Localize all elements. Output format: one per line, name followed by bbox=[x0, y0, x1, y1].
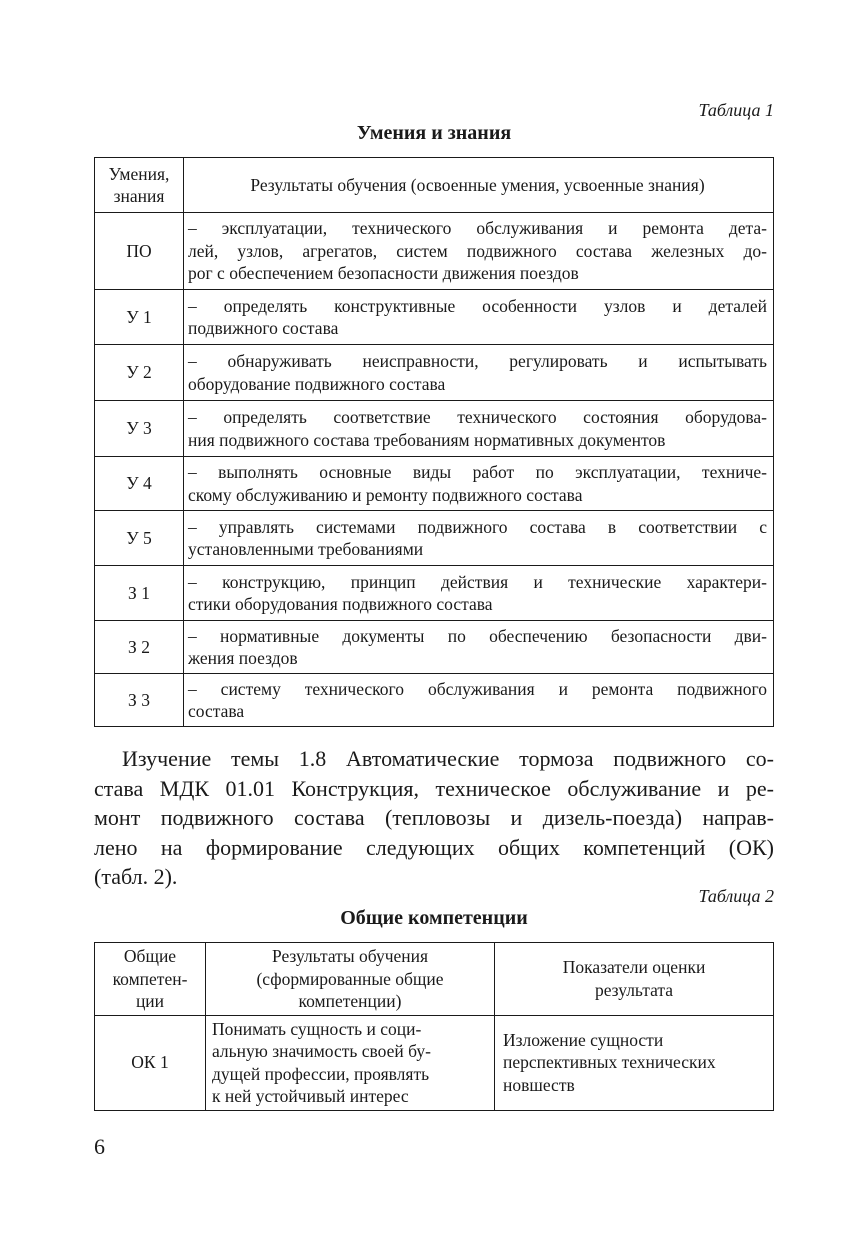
desc-line: лей, узлов, агрегатов, систем подвижного состава железных до- bbox=[188, 240, 767, 261]
desc-line: ния подвижного состава требованиям нормативных документов bbox=[188, 429, 666, 450]
desc-line: подвижного состава bbox=[188, 318, 339, 338]
page-number: 6 bbox=[94, 1134, 105, 1159]
result-line: к ней устойчивый интерес bbox=[212, 1086, 409, 1106]
result-line: дущей профессии, проявлять bbox=[212, 1063, 430, 1084]
row-description bbox=[184, 457, 774, 511]
table1-header-row bbox=[95, 158, 774, 213]
table-row bbox=[95, 345, 774, 401]
table1-caption: Таблица 1 bbox=[698, 100, 774, 120]
table-row bbox=[95, 213, 774, 290]
table1-title: Умения и знания bbox=[356, 122, 512, 144]
desc-line: установленными требованиями bbox=[188, 539, 424, 559]
row-description bbox=[184, 511, 774, 566]
desc-line: – определять соответствие технического состояния оборудова- bbox=[188, 407, 767, 427]
desc-line: рог с обеспечением безопасности движения поездов bbox=[188, 263, 579, 284]
row-code: У 1 bbox=[95, 290, 184, 345]
row-code: У 3 bbox=[95, 401, 184, 457]
header-line: знания bbox=[113, 186, 165, 206]
paragraph-line: лено на формирование следующих общих компетенций (ОК) bbox=[94, 834, 774, 860]
desc-line: – систему технического обслуживания и ремонта подвижного bbox=[188, 678, 767, 699]
row-description bbox=[184, 674, 774, 727]
indicator-line: новшеств bbox=[503, 1074, 575, 1095]
row-description bbox=[184, 566, 774, 621]
row-code: У 4 bbox=[95, 457, 184, 511]
header-line: компетен- bbox=[112, 968, 188, 989]
row-description bbox=[184, 621, 774, 674]
row-code: ПО bbox=[95, 213, 184, 290]
table-row bbox=[95, 566, 774, 621]
desc-line: – конструкцию, принцип действия и технические характери- bbox=[188, 571, 767, 592]
header-line: (сформированные общие bbox=[256, 968, 444, 989]
desc-line: – нормативные документы по обеспечению безопасности дви- bbox=[188, 625, 767, 646]
table-row bbox=[95, 674, 774, 727]
row-code: З 1 bbox=[95, 566, 184, 621]
desc-line: – эксплуатации, технического обслуживания и ремонта дета- bbox=[188, 218, 767, 239]
table1-header-col1 bbox=[95, 158, 184, 213]
table2-header-row bbox=[95, 943, 774, 1016]
table2-header-col2 bbox=[206, 943, 495, 1016]
table2-header-col1 bbox=[95, 943, 206, 1016]
row-description bbox=[184, 401, 774, 457]
skills-knowledge-table bbox=[94, 157, 774, 727]
body-paragraph bbox=[94, 744, 774, 892]
paragraph-line: става МДК 01.01 Конструкция, техническое обслуживание и ре- bbox=[94, 775, 774, 801]
desc-line: состава bbox=[188, 701, 245, 721]
table2-title: Общие компетенции bbox=[340, 907, 528, 929]
table-row bbox=[95, 621, 774, 674]
desc-line: – выполнять основные виды работ по эксплуатации, техниче- bbox=[188, 462, 767, 482]
header-line: Результаты обучения bbox=[271, 946, 429, 966]
header-line: Общие bbox=[123, 946, 177, 966]
competency-indicator bbox=[495, 1015, 774, 1110]
row-description bbox=[184, 213, 774, 290]
desc-line: стики оборудования подвижного состава bbox=[188, 594, 493, 614]
result-line: альную значимость своей бу- bbox=[212, 1041, 431, 1061]
general-competencies-table bbox=[94, 942, 774, 1111]
result-line: Понимать сущность и соци- bbox=[212, 1018, 422, 1039]
competency-code: ОК 1 bbox=[95, 1015, 206, 1110]
indicator-line: Изложение сущности bbox=[503, 1029, 664, 1050]
header-line: результата bbox=[594, 979, 674, 1000]
table2-header-col3 bbox=[495, 943, 774, 1016]
table-row bbox=[95, 1015, 774, 1110]
header-line: компетенции) bbox=[298, 991, 402, 1011]
table2-caption: Таблица 2 bbox=[698, 886, 774, 906]
header-line: Умения, bbox=[108, 163, 170, 184]
table-row bbox=[95, 401, 774, 457]
indicator-line: перспективных технических bbox=[503, 1052, 716, 1073]
table1-header-col2: Результаты обучения (освоенные умения, усвоенные знания) bbox=[184, 158, 774, 213]
row-code: З 2 bbox=[95, 621, 184, 674]
row-description bbox=[184, 345, 774, 401]
desc-line: – обнаруживать неисправности, регулировать и испытывать bbox=[188, 351, 767, 371]
desc-line: скому обслуживанию и ремонту подвижного состава bbox=[188, 484, 583, 505]
header-line: Показатели оценки bbox=[562, 957, 706, 978]
row-code: У 2 bbox=[95, 345, 184, 401]
paragraph-line: (табл. 2). bbox=[94, 864, 178, 889]
row-code: З 3 bbox=[95, 674, 184, 727]
row-code: У 5 bbox=[95, 511, 184, 566]
desc-line: оборудование подвижного состава bbox=[188, 373, 446, 394]
competency-result bbox=[206, 1015, 495, 1110]
desc-line: – управлять системами подвижного состава в соответствии с bbox=[188, 516, 767, 537]
table-row bbox=[95, 511, 774, 566]
row-description bbox=[184, 290, 774, 345]
paragraph-line: Изучение темы 1.8 Автоматические тормоза подвижного со- bbox=[122, 746, 774, 771]
desc-line: – определять конструктивные особенности узлов и деталей bbox=[188, 295, 767, 316]
paragraph-line: монт подвижного состава (тепловозы и дизель-поезда) направ- bbox=[94, 805, 774, 830]
table-row bbox=[95, 290, 774, 345]
header-line: ции bbox=[135, 991, 165, 1011]
table-row bbox=[95, 457, 774, 511]
desc-line: жения поездов bbox=[188, 648, 298, 668]
